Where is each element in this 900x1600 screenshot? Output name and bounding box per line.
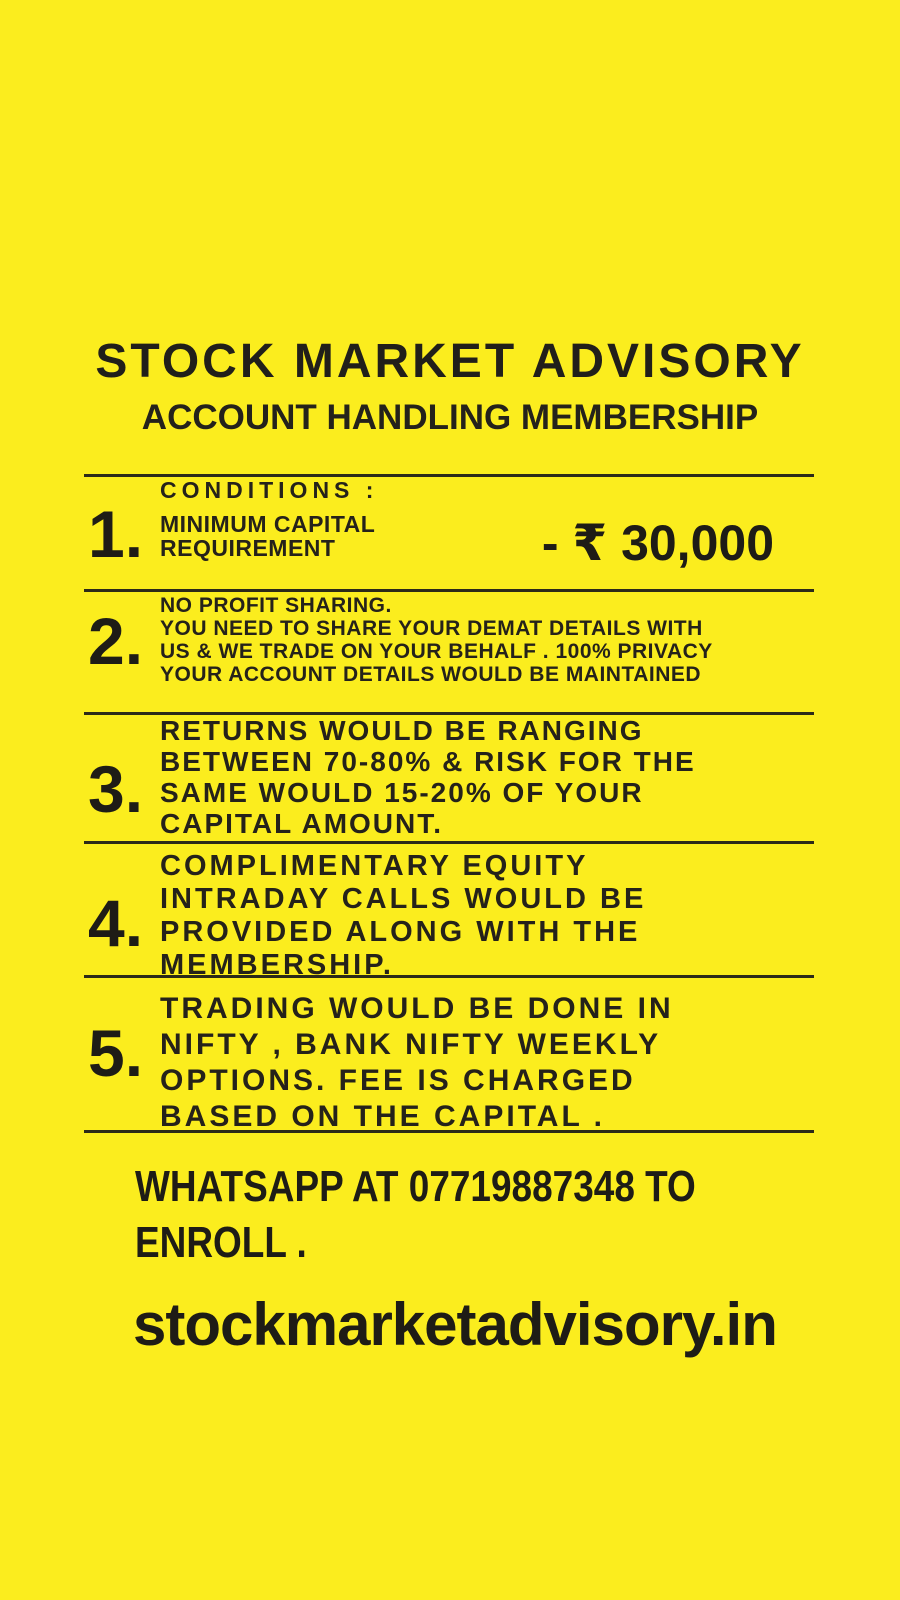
- whatsapp-contact: [135, 1157, 900, 1269]
- condition-item-1: [84, 474, 814, 589]
- item-4-line-1: COMPLIMENTARY EQUITY: [160, 850, 589, 882]
- item-2-text: [84, 592, 814, 686]
- item-4-line-3: PROVIDED ALONG WITH THE: [160, 916, 641, 948]
- item-2-line-1: NO PROFIT SHARING.: [160, 594, 392, 617]
- item-5-line-3: OPTIONS. FEE IS CHARGED: [160, 1064, 636, 1097]
- item-3-line-1: RETURNS WOULD BE RANGING: [160, 715, 644, 746]
- item-5-number: 5.: [88, 1016, 144, 1090]
- item-5-line-2: NIFTY , BANK NIFTY WEEKLY: [160, 1028, 662, 1061]
- condition-item-5: [84, 975, 814, 1133]
- whatsapp-line-2: ENROLL .: [135, 1218, 307, 1267]
- item-1-row: [84, 504, 814, 574]
- item-2-line-2: YOU NEED TO SHARE YOUR DEMAT DETAILS WITH: [160, 617, 703, 640]
- item-4-number: 4.: [88, 886, 144, 960]
- item-3-number: 3.: [88, 752, 144, 826]
- item-5-text: [84, 978, 814, 1135]
- item-2-number: 2.: [88, 604, 144, 678]
- item-3-text: [84, 715, 814, 839]
- item-1-label: MINIMUM CAPITAL REQUIREMENT: [160, 511, 375, 561]
- poster-title: STOCK MARKET ADVISORY: [95, 335, 805, 388]
- item-3-line-2: BETWEEN 70-80% & RISK FOR THE: [160, 746, 696, 777]
- item-4-line-4: MEMBERSHIP.: [160, 949, 394, 981]
- condition-item-2: [84, 589, 814, 712]
- item-1-number: 1.: [88, 497, 144, 571]
- whatsapp-line-1: WHATSAPP AT 07719887348 TO: [135, 1162, 696, 1211]
- conditions-label: CONDITIONS :: [160, 477, 379, 503]
- conditions-list: [84, 474, 814, 1133]
- item-3-line-4: CAPITAL AMOUNT.: [160, 808, 444, 839]
- poster-subtitle: ACCOUNT HANDLING MEMBERSHIP: [141, 398, 759, 437]
- capital-amount: - ₹ 30,000: [541, 515, 774, 571]
- item-4-text: [84, 844, 814, 982]
- condition-item-3: [84, 712, 814, 841]
- item-5-line-4: BASED ON THE CAPITAL .: [160, 1100, 605, 1133]
- item-4-line-2: INTRADAY CALLS WOULD BE: [160, 883, 647, 915]
- condition-item-4: [84, 841, 814, 981]
- item-3-line-3: SAME WOULD 15-20% OF YOUR: [160, 777, 644, 808]
- item-2-line-3: US & WE TRADE ON YOUR BEHALF . 100% PRIVACY: [160, 640, 713, 663]
- website-url: stockmarketadvisory.in: [133, 1291, 777, 1358]
- item-5-line-1: TRADING WOULD BE DONE IN: [160, 992, 674, 1025]
- item-2-line-4: YOUR ACCOUNT DETAILS WOULD BE MAINTAINED: [160, 663, 702, 686]
